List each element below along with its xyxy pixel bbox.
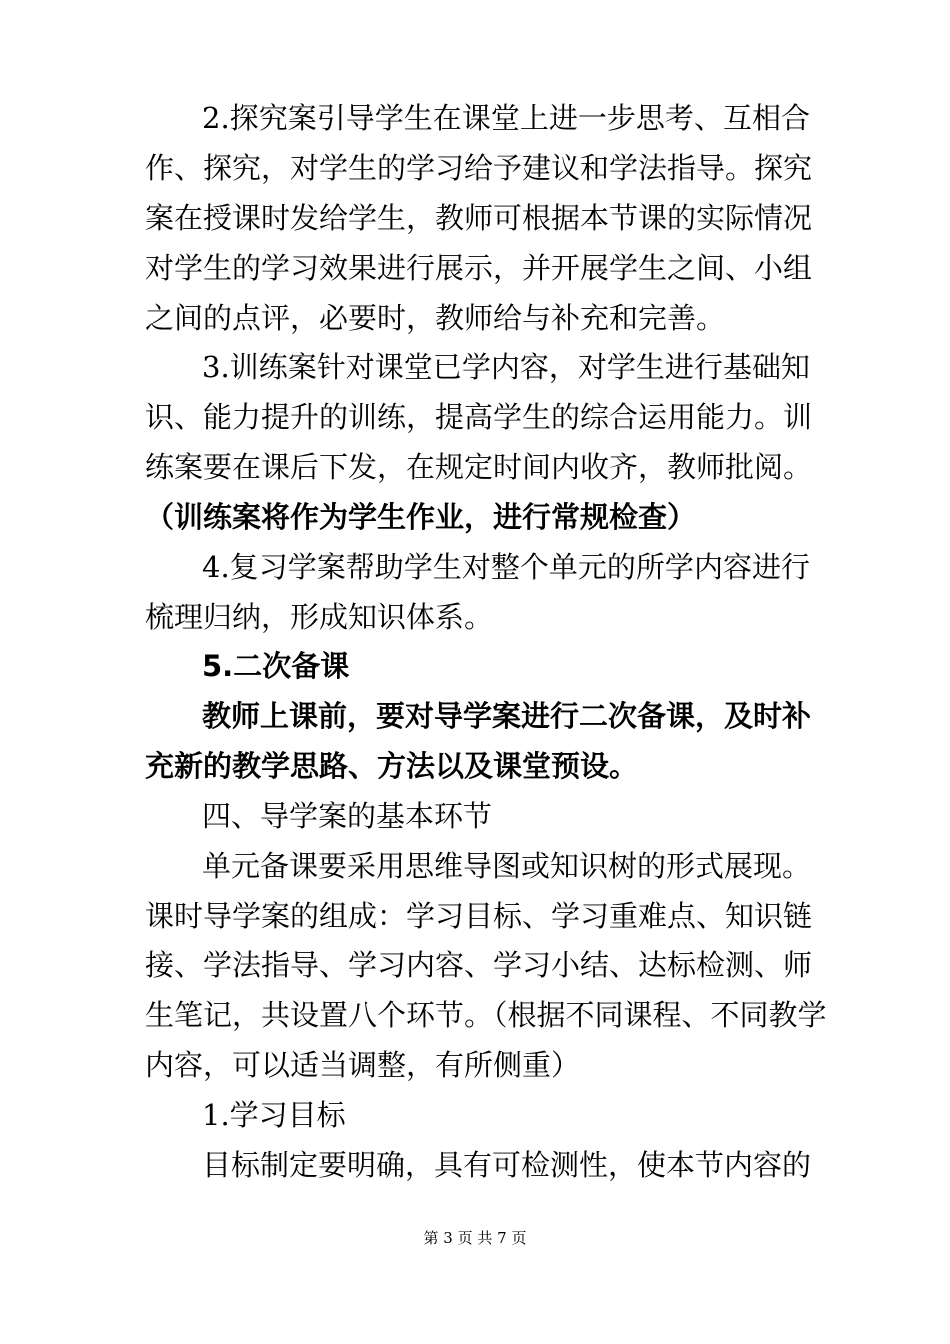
- bold-paragraph-line: 充新的教学思路、方法以及课堂预设。: [145, 749, 639, 783]
- paragraph-line: 内容，可以适当调整，有所侧重）: [145, 1048, 581, 1082]
- paragraph-line: 作、探究，对学生的学习给予建议和学法指导。探究: [145, 151, 813, 185]
- paragraph-line: 4.复习学案帮助学生对整个单元的所学内容进行: [202, 550, 810, 584]
- paragraph-line: 目标制定要明确，具有可检测性，使本节内容的: [202, 1148, 812, 1182]
- section-heading: 四、导学案的基本环节: [202, 799, 493, 833]
- paragraph-line: 案在授课时发给学生，教师可根据本节课的实际情况: [145, 201, 813, 235]
- paragraph-line: 之间的点评，必要时，教师给与补充和完善。: [145, 301, 726, 335]
- paragraph-line: 接、学法指导、学习内容、学习小结、达标检测、师: [145, 948, 813, 982]
- paragraph-line: 生笔记，共设置八个环节。（根据不同课程、不同教学: [145, 998, 827, 1032]
- paragraph-line: 2.探究案引导学生在课堂上进一步思考、互相合: [202, 101, 810, 135]
- paragraph-line: 梳理归纳，形成知识体系。: [145, 600, 494, 634]
- bold-note-line: （训练案将作为学生作业，进行常规检查）: [145, 500, 697, 534]
- paragraph-line: 识、能力提升的训练，提高学生的综合运用能力。训: [145, 400, 813, 434]
- section-heading: 1.学习目标: [202, 1098, 346, 1132]
- paragraph-line: 练案要在课后下发，在规定时间内收齐，教师批阅。: [145, 450, 813, 484]
- paragraph-line: 3.训练案针对课堂已学内容，对学生进行基础知: [202, 350, 810, 384]
- paragraph-line: 对学生的学习效果进行展示，并开展学生之间、小组: [145, 251, 813, 285]
- section-heading: 5.二次备课: [202, 649, 350, 683]
- paragraph-line: 单元备课要采用思维导图或知识树的形式展现。: [202, 849, 812, 883]
- bold-paragraph-line: 教师上课前，要对导学案进行二次备课，及时补: [202, 699, 812, 733]
- paragraph-line: 课时导学案的组成：学习目标、学习重难点、知识链: [145, 899, 813, 933]
- page-number-footer: 第 3 页 共 7 页: [423, 1229, 527, 1247]
